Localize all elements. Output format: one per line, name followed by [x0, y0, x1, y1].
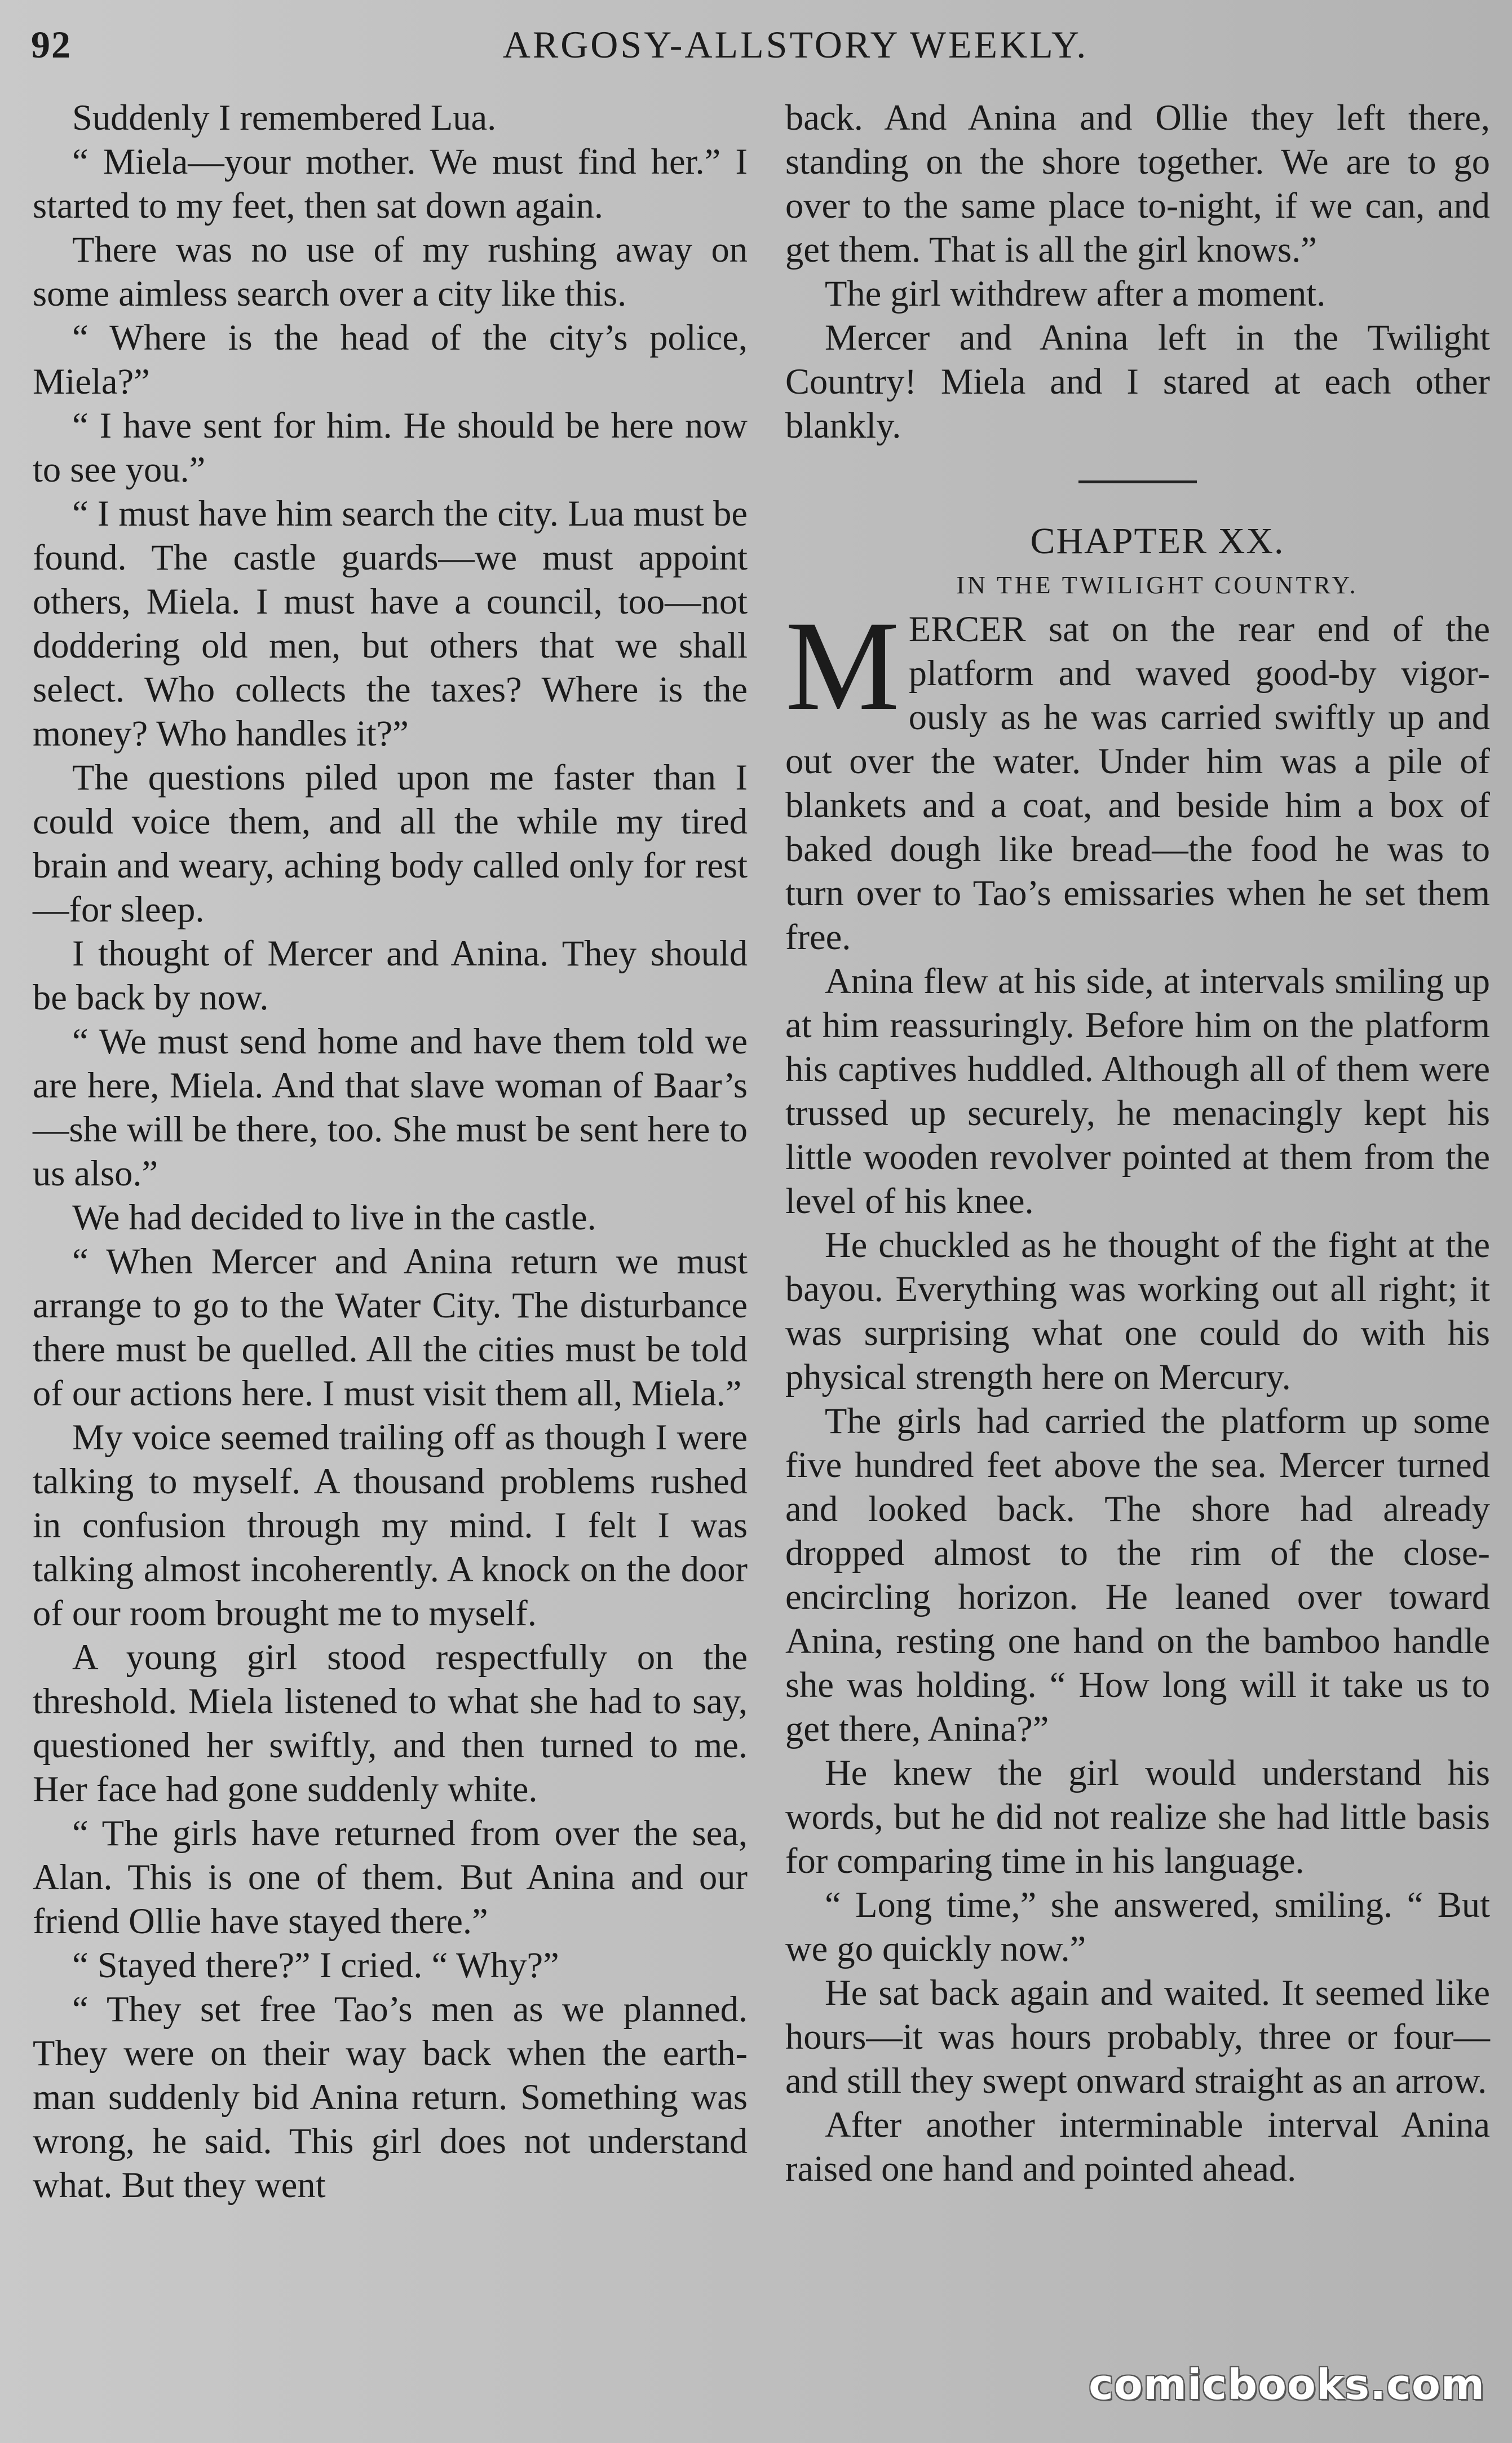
paragraph: Anina flew at his side, at intervals smiling up at him reassuringly. Before him on the platform his captives huddled. Although all of them were trussed up securely, he menacingly kept his little wooden revolver pointed at them from the level of his knee.: [785, 961, 1490, 1221]
paragraph: “ I must have him search the city. Lua must be found. The castle guards—we must appoint others, Miela. I must have a council, too—not doddering old men, but others that we shall select. Who collects the taxes? Where is the money? Who handles it?”: [33, 493, 748, 753]
chapter-title: CHAPTER XX.: [1030, 521, 1285, 562]
paragraph: back. And Anina and Ollie they left there, standing on the shore together. We are to go over to the same place to-night, if we can, and get them. That is all the girl knows.”: [785, 98, 1490, 270]
paragraph: “ Where is the head of the city’s police, Miela?”: [33, 317, 748, 402]
paragraph: “ Miela—your mother. We must find her.” I started to my feet, then sat down again.: [33, 142, 748, 226]
paragraph: “ When Mercer and Anina return we must arrange to go to the Water City. The disturbance there must be quelled. All the cities must be told of our actions here. I must visit them all, Miela.”: [33, 1241, 748, 1413]
page-number: 92: [31, 23, 72, 66]
right-column: [785, 96, 1490, 2191]
paragraph: The girls had carried the platform up some five hundred feet above the sea. Mercer turned and looked back. The shore had already dropped almost to the rim of the close-encircling horizon. He leaned over toward Anina, resting one hand on the bamboo handle she was holding. “ How long will it take us to get there, Anina?”: [785, 1401, 1490, 1749]
paragraph: Mercer and Anina left in the Twilight Country! Miela and I stared at each other blankly.: [785, 317, 1490, 446]
paragraph: He knew the girl would understand his words, but he did not realize she had little basis for comparing time in his language.: [785, 1753, 1490, 1881]
paragraph: “ Long time,” she answered, smiling. “ But we go quickly now.”: [785, 1885, 1490, 1969]
paragraph: He sat back again and waited. It seemed like hours—it was hours probably, three or four—and still they swept onward straight as an arrow.: [785, 1973, 1490, 2101]
paragraph: After another interminable interval Anina raised one hand and pointed ahead.: [785, 2105, 1490, 2189]
paragraph: My voice seemed trailing off as though I were talking to myself. A thousand problems rushed in confusion through my mind. I felt I was talking almost incoherently. A knock on the door of our room brought me to myself.: [33, 1417, 748, 1633]
paragraph: He chuckled as he thought of the fight at the bayou. Everything was working out all right; it was surprising what one could do with his physical strength here on Mercury.: [785, 1225, 1490, 1397]
paragraph: “ The girls have returned from over the sea, Alan. This is one of them. But Anina and our friend Ollie have stayed there.”: [33, 1813, 748, 1941]
paragraph: “ I have sent for him. He should be here now to see you.”: [33, 405, 748, 490]
chapter-first-paragraph: [785, 595, 1490, 959]
magazine-title: ARGOSY-ALLSTORY WEEKLY.: [502, 23, 1089, 66]
paragraph: We had decided to live in the castle.: [72, 1197, 596, 1237]
paragraph: A young girl stood respectfully on the threshold. Miela listened to what she had to say, questioned her swiftly, and then turned to me. Her face had gone suddenly white.: [33, 1637, 748, 1809]
paragraph: Suddenly I remembered Lua.: [72, 98, 497, 138]
paragraph: “ We must send home and have them told we are here, Miela. And that slave woman of Baar’s—she will be there, too. She must be sent here to us also.”: [33, 1021, 748, 1193]
section-divider: [1078, 480, 1197, 483]
chapter-subtitle: IN THE TWILIGHT COUNTRY.: [956, 571, 1359, 599]
paragraph: The girl withdrew after a moment.: [825, 274, 1326, 314]
page-header: [31, 23, 1481, 73]
first-paragraph-text: ERCER sat on the rear end of the platform and waved good-by vigorously as he was carried swiftly up and out over the water. Under him was a pile of blankets and a coat, and beside him a box of baked dough like bread—the food he was to turn over to Tao’s emissaries when he set them free.: [785, 609, 1490, 957]
watermark: comicbooks.com: [1089, 2361, 1485, 2409]
paragraph: There was no use of my rushing away on some aimless search over a city like this.: [33, 230, 748, 314]
paragraph: The questions piled upon me faster than I could voice them, and all the while my tired brain and weary, aching body called only for rest—for sleep.: [33, 757, 748, 929]
paragraph: “ They set free Tao’s men as we planned. They were on their way back when the earth-man suddenly bid Anina return. Something was wrong, he said. This girl does not understand what. But they went: [33, 1989, 748, 2205]
drop-cap: M: [785, 595, 900, 737]
paragraph: “ Stayed there?” I cried. “ Why?”: [72, 1945, 559, 1985]
left-column: [33, 96, 748, 2207]
paragraph: I thought of Mercer and Anina. They should be back by now.: [33, 933, 748, 1017]
